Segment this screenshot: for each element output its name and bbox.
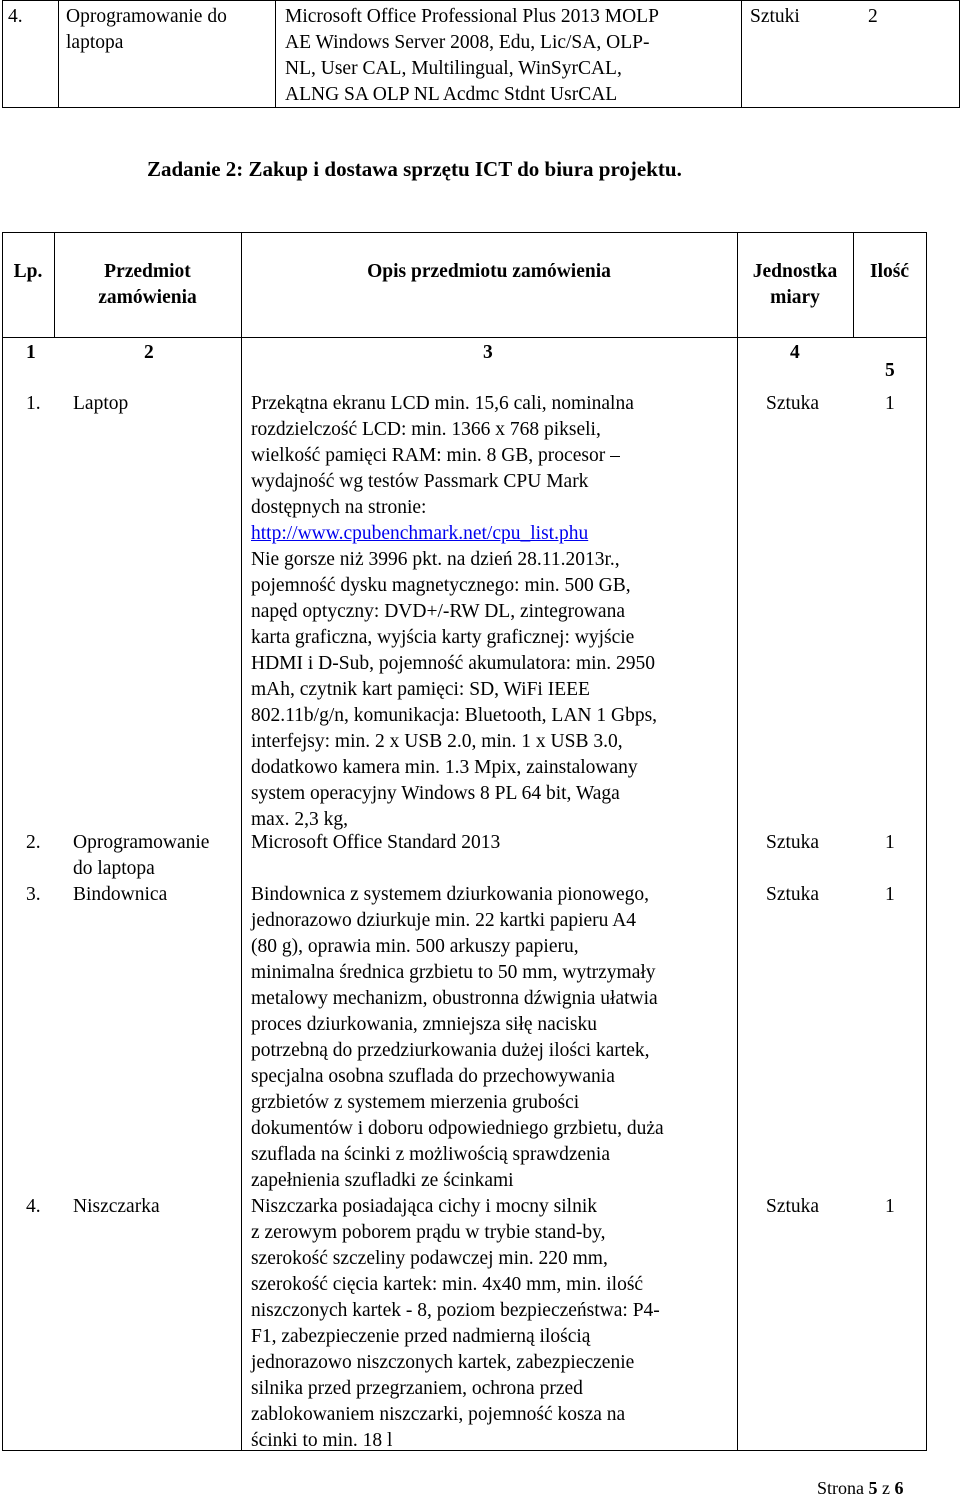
row-2-qty: 1 [885, 832, 895, 853]
header-unit: Jednostka miary [752, 261, 838, 308]
row-4-description: Niszczarka posiadająca cichy i mocny silnik z zerowym poborem prądu w trybie stand-by, szerokość szczeliny podawczej min. 220 mm, szerokość cięcia kartek: min. 4x40 mm, min. ilość niszczonych kartek - 8, poziom bezpieczeństwa: P4- F1, zabezpieczenie przed nadmierną ilością jednorazowo niszczonych kartek, zabezpieczenie silnika przed przegrzaniem, ochrona przed zablokowaniem niszczarki, pojemność kosza na ścinki to min. 18 l [251, 1196, 660, 1451]
top-row-qty: 2 [868, 6, 878, 27]
row-3-qty: 1 [885, 884, 895, 905]
row-4-unit: Sztuka [766, 1196, 820, 1217]
row-1-item: Laptop [73, 393, 129, 414]
row-1-description: Przekątna ekranu LCD min. 15,6 cali, nominalna rozdzielczość LCD: min. 1366 x 768 pikseli, wielkość pamięci RAM: min. 8 GB, procesor – wydajność wg testów Passmark CPU Mark dostępnych na stronie: http://www.cpubenchmark.net/cpu_list.phu Nie gorsze niż 3996 pkt. na dzień 28.11.2013r., pojemność dysku magnetycznego: min. 500 GB, napęd optyczny: DVD+/-RW DL, zintegrowana karta graficzna, wyjścia karty graficznej: wyjście HDMI i D-Sub, pojemność akumulatora: min. 2950 mAh, czytnik kart pamięci: SD, WiFi IEEE 802.11b/g/n, komunikacja: Bluetooth, LAN 1 Gbps, interfejsy: min. 2 x USB 2.0, min. 1 x USB 3.0, dodatkowo kamera min. 1.3 Mpix, zainstalowany system operacyjny Windows 8 PL 64 bit, Waga max. 2,3 kg, [251, 393, 658, 830]
cpubenchmark-link[interactable]: http://www.cpubenchmark.net/cpu_list.phu [251, 523, 589, 544]
row-2-description: Microsoft Office Standard 2013 [251, 832, 501, 853]
row-3-description: Bindownica z systemem dziurkowania pionowego, jednorazowo dziurkuje min. 22 kartki papieru A4 (80 g), oprawia min. 500 arkuszy papieru, minimalna średnica grzbietu to 50 mm, wytrzymały metalowy mechanizm, obustronna dźwignia ułatwia proces dziurkowania, zmniejsza siłę nacisku potrzebną do przedziurkowania dużej ilości kartek, specjalna osobna szuflada do przechowywania grzbietów z systemem mierzenia grubości dokumentów i doboru odpowiedniego grzbietu, duża szuflada na ścinki z możliwością sprawdzenia zapełnienia szufladki ze ścinkami [251, 884, 664, 1191]
row-4-lp: 4. [26, 1196, 41, 1217]
row-4-qty: 1 [885, 1196, 895, 1217]
header-description: Opis przedmiotu zamówienia [367, 261, 611, 282]
row-3-unit: Sztuka [766, 884, 820, 905]
section-title: Zadanie 2: Zakup i dostawa sprzętu ICT do biura projektu. [147, 157, 682, 181]
row-1-unit: Sztuka [766, 393, 820, 414]
row-2-unit: Sztuka [766, 832, 820, 853]
row-2-item-cont: do laptopa [73, 858, 155, 879]
col-number-2: 2 [144, 342, 154, 363]
header-lp: Lp. [13, 261, 43, 282]
total-pages: 6 [894, 1478, 904, 1498]
col-number-3: 3 [483, 342, 493, 363]
top-row-description: Microsoft Office Professional Plus 2013 MOLP AE Windows Server 2008, Edu, Lic/SA, OLP- NL, User CAL, Multilingual, WinSyrCAL, ALNG SA OLP NL Acdmc Stdnt UsrCAL [285, 6, 659, 105]
top-row-unit: Sztuki [750, 6, 800, 27]
row-3-lp: 3. [26, 884, 41, 905]
row-2-item: Oprogramowanie [73, 832, 210, 853]
current-page: 5 [868, 1478, 878, 1498]
header-qty: Ilość [870, 261, 909, 282]
top-row-lp: 4. [8, 6, 23, 27]
col-number-1: 1 [26, 342, 36, 363]
row-1-lp: 1. [26, 393, 41, 414]
col-number-5: 5 [885, 360, 895, 381]
row-4-item: Niszczarka [73, 1196, 160, 1217]
col-number-4: 4 [790, 342, 800, 363]
row-1-qty: 1 [885, 393, 895, 414]
row-2-lp: 2. [26, 832, 41, 853]
top-row-item: Oprogramowanie do laptopa [66, 6, 227, 53]
page-footer: Strona 5 z 6 [817, 1478, 904, 1498]
row-3-item: Bindownica [73, 884, 168, 905]
header-item: Przedmiot zamówienia [98, 261, 197, 308]
